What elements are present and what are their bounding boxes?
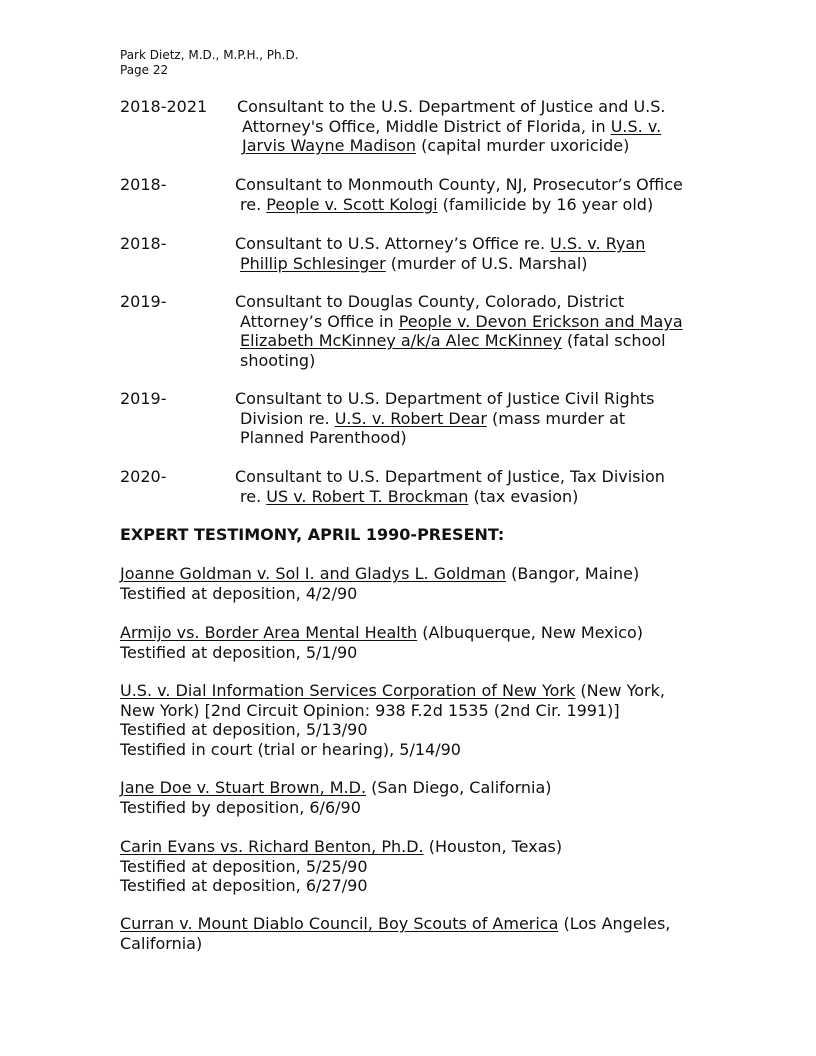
case-location: (Bangor, Maine) — [505, 564, 640, 583]
testimony-line: Testified by deposition, 6/6/90 — [120, 797, 361, 817]
page-header — [120, 48, 299, 78]
entry-description: Consultant to the U.S. Department of Justice and U.S. — [237, 97, 666, 116]
section-heading: EXPERT TESTIMONY, APRIL 1990-PRESENT: — [120, 525, 505, 544]
case-link[interactable]: U.S. v. Robert Dear — [334, 408, 487, 428]
entry-description: Consultant to U.S. Attorney’s Office re. — [235, 234, 551, 253]
case-location: (Albuquerque, New Mexico) — [417, 623, 643, 642]
case-link[interactable]: US v. Robert T. Brockman — [266, 486, 469, 506]
entry-description: Consultant to U.S. Department of Justice, Tax Division — [235, 467, 665, 486]
case-link[interactable]: Phillip Schlesinger — [240, 253, 386, 273]
testimony-entry — [120, 564, 700, 603]
author-name: Park Dietz, M.D., M.P.H., Ph.D. — [120, 48, 299, 62]
testimony-entry — [120, 914, 700, 953]
entry-year: 2018- — [120, 234, 167, 253]
case-link[interactable]: U.S. v. Ryan — [550, 234, 646, 253]
case-citation: New York) [2nd Circuit Opinion: 938 F.2d 1535 (2nd Cir. 1991)] — [120, 700, 620, 720]
case-link[interactable]: Jarvis Wayne Madison — [242, 136, 417, 155]
entry-year: 2020- — [120, 467, 167, 486]
testimony-entry — [120, 778, 700, 817]
testimony-line: Testified at deposition, 5/1/90 — [120, 642, 358, 662]
entry-description: Consultant to U.S. Department of Justice Civil Rights — [235, 389, 655, 408]
testimony-line: Testified at deposition, 5/13/90 — [120, 720, 368, 739]
case-link[interactable]: Elizabeth McKinney a/k/a Alec McKinney — [240, 331, 562, 350]
case-link[interactable]: Jane Doe v. Stuart Brown, M.D. — [120, 778, 367, 797]
case-link[interactable]: Curran v. Mount Diablo Council, Boy Scouts of America — [120, 914, 559, 933]
testimony-line: Testified in court (trial or hearing), 5/14/90 — [120, 739, 461, 759]
case-link[interactable]: U.S. v. Dial Information Services Corporation of New York — [120, 681, 576, 700]
case-link[interactable]: People v. Devon Erickson and Maya — [398, 311, 683, 331]
testimony-entry — [120, 623, 700, 662]
entry-year: 2018-2021 — [120, 97, 208, 116]
case-location: (San Diego, California) — [366, 778, 552, 797]
testimony-line: Testified at deposition, 4/2/90 — [120, 583, 358, 603]
case-link[interactable]: People v. Scott Kologi — [266, 194, 438, 214]
case-link[interactable]: Carin Evans vs. Richard Benton, Ph.D. — [120, 837, 424, 856]
case-location: (Los Angeles, — [558, 914, 671, 933]
page-number: Page 22 — [120, 63, 169, 77]
case-location: (New York, — [575, 681, 665, 700]
testimony-entry — [120, 837, 700, 896]
case-link[interactable]: Armijo vs. Border Area Mental Health — [120, 623, 418, 642]
entry-description: Consultant to Douglas County, Colorado, District — [235, 292, 625, 311]
case-link[interactable]: Joanne Goldman v. Sol I. and Gladys L. Goldman — [120, 564, 506, 583]
entry-year: 2018- — [120, 175, 167, 194]
entry-year: 2019- — [120, 389, 167, 408]
entry-description: Consultant to Monmouth County, NJ, Prosecutor’s Office — [235, 175, 683, 194]
entry-year: 2019- — [120, 292, 167, 311]
testimony-line: Testified at deposition, 6/27/90 — [120, 876, 368, 895]
case-location: (Houston, Texas) — [423, 837, 563, 856]
case-location-cont: California) — [120, 933, 203, 953]
testimony-entry — [120, 681, 700, 759]
testimony-line: Testified at deposition, 5/25/90 — [120, 856, 368, 876]
case-link[interactable]: U.S. v. — [610, 116, 662, 136]
